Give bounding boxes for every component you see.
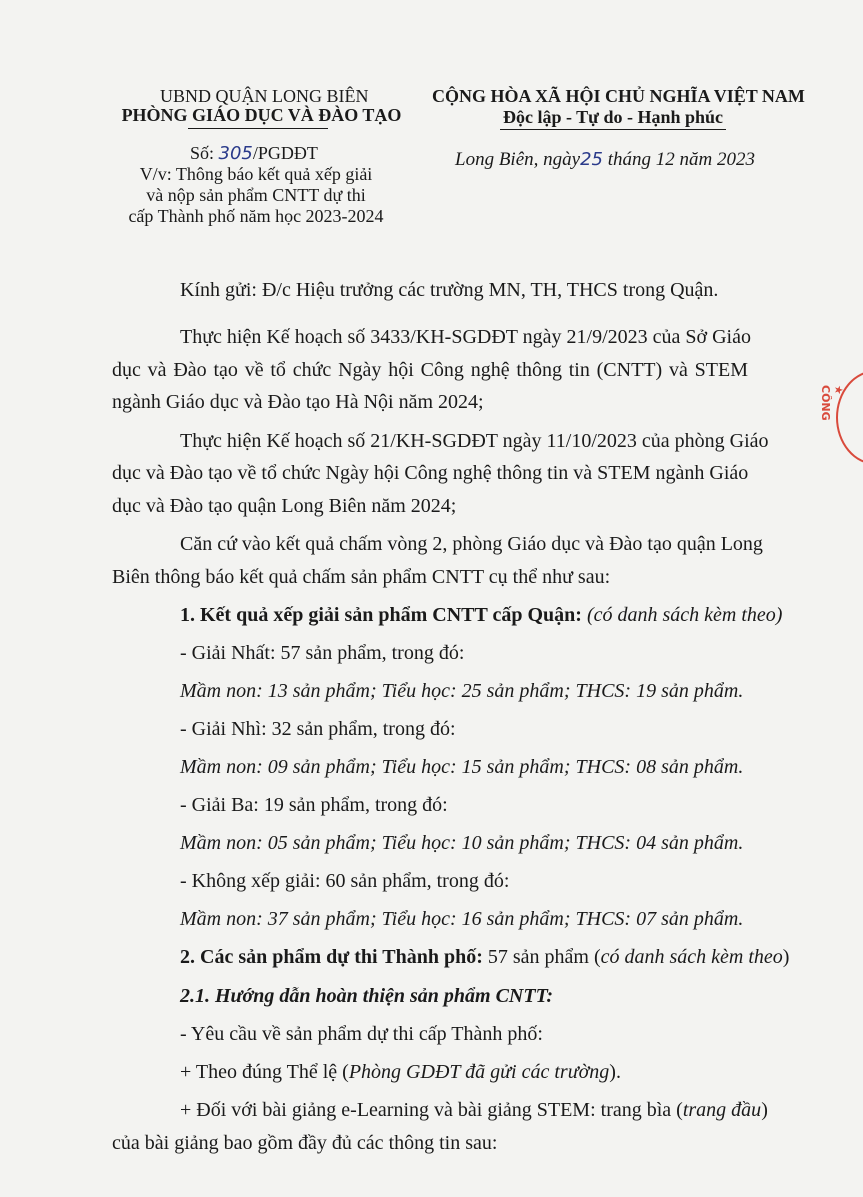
paragraph-1-line-1: Thực hiện Kế hoạch số 3433/KH-SGDĐT ngày 21/9/2023 của Sở Giáo xyxy=(180,326,751,348)
prize-third-detail: Mầm non: 05 sản phẩm; Tiểu học: 10 sản phẩm; THCS: 04 sản phẩm. xyxy=(180,832,744,854)
seal-text: ★ CÔNG xyxy=(819,385,845,421)
paragraph-3-line-2: Biên thông báo kết quả chấm sản phẩm CNTT cụ thể như sau: xyxy=(112,566,611,588)
document-date xyxy=(455,149,755,171)
country-name: CỘNG HÒA XÃ HỘI CHỦ NGHĨA VIỆT NAM xyxy=(432,86,805,106)
paragraph-2-line-3: dục và Đào tạo quận Long Biên năm 2024; xyxy=(112,495,457,517)
elearning-note: trang đầu xyxy=(682,1099,762,1121)
department-name: PHÒNG GIÁO DỤC VÀ ĐÀO TẠO xyxy=(121,105,402,125)
agency-name: UBND QUẬN LONG BIÊN xyxy=(160,86,369,106)
section-2-title xyxy=(180,945,789,969)
elearning-line-1 xyxy=(180,1098,768,1122)
paragraph-3-line-1: Căn cứ vào kết quả chấm vòng 2, phòng Giáo dục và Đào tạo quận Long xyxy=(180,533,763,555)
section-2-count: 57 sản phẩm ( xyxy=(482,946,601,968)
requirement-line: - Yêu cầu về sản phẩm dự thi cấp Thành phố: xyxy=(180,1023,543,1045)
subject-line-3: cấp Thành phố năm học 2023-2024 xyxy=(128,206,384,226)
header-underline-right xyxy=(500,129,726,130)
no-prize-detail: Mầm non: 37 sản phẩm; Tiểu học: 16 sản phẩm; THCS: 07 sản phẩm. xyxy=(180,908,744,930)
prize-first-detail: Mầm non: 13 sản phẩm; Tiểu học: 25 sản phẩm; THCS: 19 sản phẩm. xyxy=(180,680,744,702)
paragraph-1-line-2: dục và Đào tạo về tổ chức Ngày hội Công nghệ thông tin (CNTT) và STEM xyxy=(112,359,748,381)
no-prize: - Không xếp giải: 60 sản phẩm, trong đó: xyxy=(180,870,510,892)
national-motto: Độc lập - Tự do - Hạnh phúc xyxy=(502,107,724,127)
section-1-note: (có danh sách kèm theo) xyxy=(581,604,783,626)
elearning-line-2: của bài giảng bao gồm đầy đủ các thông tin sau: xyxy=(112,1132,498,1154)
prize-second: - Giải Nhì: 32 sản phẩm, trong đó: xyxy=(180,718,456,740)
prize-second-detail: Mầm non: 09 sản phẩm; Tiểu học: 15 sản phẩm; THCS: 08 sản phẩm. xyxy=(180,756,744,778)
paragraph-2-line-1: Thực hiện Kế hoạch số 21/KH-SGDĐT ngày 11/10/2023 của phòng Giáo xyxy=(180,430,769,452)
section-2-close: ) xyxy=(782,946,790,968)
elearning-pre: + Đối với bài giảng e-Learning và bài giảng STEM: trang bìa ( xyxy=(180,1099,683,1121)
rule-note: Phòng GDĐT đã gửi các trường xyxy=(348,1061,610,1083)
date-prefix: Long Biên, ngày xyxy=(455,149,581,170)
subject-line-1: V/v: Thông báo kết quả xếp giải xyxy=(139,164,373,184)
subject-line-2: và nộp sản phẩm CNTT dự thi xyxy=(146,185,366,205)
handwritten-day: 25 xyxy=(580,149,603,170)
salutation: Kính gửi: Đ/c Hiệu trưởng các trường MN, TH, THCS trong Quận. xyxy=(180,279,719,301)
rule-pre: + Theo đúng Thể lệ ( xyxy=(180,1061,349,1083)
date-suffix: tháng 12 năm 2023 xyxy=(602,149,755,170)
prize-first: - Giải Nhất: 57 sản phẩm, trong đó: xyxy=(180,642,465,664)
section-1-heading: 1. Kết quả xếp giải sản phẩm CNTT cấp Quận: xyxy=(180,604,582,626)
document-number xyxy=(190,143,318,164)
number-prefix: Số: xyxy=(190,143,219,163)
section-1-title xyxy=(180,603,782,627)
prize-third: - Giải Ba: 19 sản phẩm, trong đó: xyxy=(180,794,448,816)
rule-line xyxy=(180,1060,621,1084)
handwritten-number: 305 xyxy=(218,143,253,164)
paragraph-2-line-2: dục và Đào tạo về tổ chức Ngày hội Công nghệ thông tin và STEM ngành Giáo xyxy=(112,462,749,484)
number-suffix: /PGDĐT xyxy=(252,143,318,163)
section-2-heading: 2. Các sản phẩm dự thi Thành phố: xyxy=(180,946,483,968)
paragraph-1-line-3: ngành Giáo dục và Đào tạo Hà Nội năm 2024; xyxy=(112,391,484,413)
header-underline-left xyxy=(188,128,328,129)
rule-post: ). xyxy=(609,1061,621,1083)
elearning-post: ) xyxy=(761,1099,768,1121)
section-2-note: có danh sách kèm theo xyxy=(600,946,783,968)
section-2-1-title: 2.1. Hướng dẫn hoàn thiện sản phẩm CNTT: xyxy=(180,985,553,1007)
subject-line xyxy=(121,164,391,227)
